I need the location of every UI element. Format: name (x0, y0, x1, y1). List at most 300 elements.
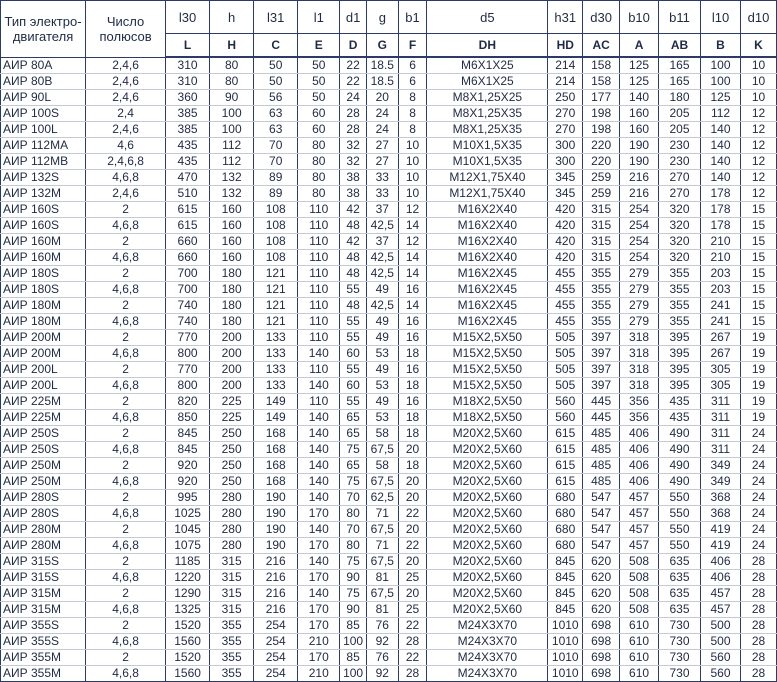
table-cell: M20X2,5X60 (427, 602, 548, 618)
table-cell: 406 (620, 458, 659, 474)
table-cell: 1520 (166, 618, 210, 634)
table-row (1, 122, 777, 138)
cell-pole-count: 2 (86, 618, 166, 634)
table-cell: 42,5 (366, 250, 398, 266)
table-cell: 170 (298, 650, 340, 666)
table-cell: 615 (548, 426, 583, 442)
table-cell: 168 (254, 442, 298, 458)
table-cell: 560 (548, 394, 583, 410)
table-cell: 210 (298, 666, 340, 682)
cell-motor-type: АИР 225М (1, 394, 86, 410)
table-cell: 125 (620, 57, 659, 74)
header-col-top: b11 (659, 1, 701, 34)
table-cell: 1045 (166, 522, 210, 538)
table-cell: 1010 (548, 618, 583, 634)
table-cell: 620 (583, 554, 620, 570)
table-cell: 108 (254, 218, 298, 234)
table-cell: 10 (398, 186, 427, 202)
table-row (1, 458, 777, 474)
table-cell: 1290 (166, 586, 210, 602)
table-cell: M18X2,5X50 (427, 394, 548, 410)
table-cell: 49 (366, 282, 398, 298)
table-row (1, 330, 777, 346)
table-cell: M16X2X40 (427, 202, 548, 218)
cell-motor-type: АИР 280S (1, 506, 86, 522)
table-cell: 360 (166, 90, 210, 106)
table-cell: 12 (741, 170, 777, 186)
table-cell: 311 (701, 410, 741, 426)
header-col-top: d1 (340, 1, 367, 34)
table-cell: M20X2,5X60 (427, 474, 548, 490)
table-cell: M8X1,25X35 (427, 106, 548, 122)
table-cell: 56 (254, 90, 298, 106)
table-cell: 81 (366, 570, 398, 586)
table-cell: 110 (298, 250, 340, 266)
table-cell: 22 (398, 538, 427, 554)
table-cell: M24X3X70 (427, 634, 548, 650)
table-row (1, 250, 777, 266)
header-col-top: h (210, 1, 254, 34)
table-cell: 12 (741, 138, 777, 154)
header-col-top: b1 (398, 1, 427, 34)
header-col-top: d30 (583, 1, 620, 34)
table-cell: 10 (741, 74, 777, 90)
table-cell: 355 (583, 282, 620, 298)
table-cell: 660 (166, 250, 210, 266)
cell-pole-count: 4,6,8 (86, 250, 166, 266)
cell-pole-count: 4,6,8 (86, 314, 166, 330)
table-cell: 615 (166, 202, 210, 218)
table-cell: 505 (548, 330, 583, 346)
table-cell: 110 (298, 330, 340, 346)
table-cell: 140 (298, 346, 340, 362)
table-cell: 48 (340, 298, 367, 314)
table-header (1, 1, 777, 58)
table-cell: 28 (398, 634, 427, 650)
table-cell: 110 (298, 202, 340, 218)
table-cell: 80 (340, 538, 367, 554)
header-col-top: l1 (298, 1, 340, 34)
table-cell: 315 (210, 570, 254, 586)
table-cell: 490 (659, 458, 701, 474)
table-cell: 110 (298, 394, 340, 410)
table-cell: 457 (620, 506, 659, 522)
table-cell: M16X2X45 (427, 266, 548, 282)
table-cell: 75 (340, 442, 367, 458)
table-row (1, 474, 777, 490)
table-cell: M15X2,5X50 (427, 378, 548, 394)
table-cell: 18.5 (366, 74, 398, 90)
table-cell: 250 (210, 426, 254, 442)
table-cell: 53 (366, 378, 398, 394)
table-cell: 80 (298, 170, 340, 186)
table-cell: 547 (583, 506, 620, 522)
table-cell: 160 (210, 250, 254, 266)
table-cell: 740 (166, 314, 210, 330)
header-col-bottom: F (398, 34, 427, 58)
table-cell: 280 (210, 538, 254, 554)
table-cell: 178 (701, 218, 741, 234)
table-cell: M20X2,5X60 (427, 538, 548, 554)
table-cell: 1010 (548, 634, 583, 650)
table-cell: 241 (701, 314, 741, 330)
table-cell: 28 (741, 602, 777, 618)
table-cell: M16X2X40 (427, 234, 548, 250)
table-cell: 216 (254, 570, 298, 586)
table-cell: 250 (210, 442, 254, 458)
cell-pole-count: 4,6,8 (86, 442, 166, 458)
table-cell: M8X1,25X35 (427, 122, 548, 138)
table-cell: 110 (298, 234, 340, 250)
table-cell: 355 (659, 266, 701, 282)
table-cell: 65 (340, 458, 367, 474)
table-cell: 254 (254, 618, 298, 634)
table-cell: 560 (548, 410, 583, 426)
table-cell: 63 (254, 106, 298, 122)
table-cell: 89 (254, 186, 298, 202)
table-cell: 315 (210, 602, 254, 618)
table-cell: 254 (620, 218, 659, 234)
table-cell: 845 (548, 586, 583, 602)
table-cell: 170 (298, 602, 340, 618)
table-cell: 355 (583, 266, 620, 282)
table-cell: 320 (659, 250, 701, 266)
table-cell: 140 (298, 522, 340, 538)
table-cell: 90 (340, 602, 367, 618)
table-cell: M20X2,5X60 (427, 490, 548, 506)
cell-motor-type: АИР 355S (1, 618, 86, 634)
cell-motor-type: АИР 90L (1, 90, 86, 106)
table-cell: 1010 (548, 666, 583, 682)
table-row (1, 186, 777, 202)
table-cell: 58 (366, 426, 398, 442)
table-cell: 698 (583, 634, 620, 650)
cell-pole-count: 2,4,6 (86, 186, 166, 202)
table-cell: 140 (701, 154, 741, 170)
table-cell: 280 (210, 522, 254, 538)
table-cell: 368 (701, 506, 741, 522)
table-cell: 230 (659, 154, 701, 170)
table-cell: 455 (548, 314, 583, 330)
table-cell: 349 (701, 474, 741, 490)
table-cell: 67,5 (366, 522, 398, 538)
table-cell: M20X2,5X60 (427, 458, 548, 474)
table-cell: 132 (210, 170, 254, 186)
table-cell: 560 (701, 666, 741, 682)
table-cell: 420 (548, 218, 583, 234)
table-cell: 550 (659, 538, 701, 554)
header-col-bottom: HD (548, 34, 583, 58)
table-cell: 12 (741, 122, 777, 138)
header-col-bottom: C (254, 34, 298, 58)
table-cell: 680 (548, 522, 583, 538)
table-cell: 820 (166, 394, 210, 410)
table-cell: 406 (620, 426, 659, 442)
table-cell: 730 (659, 634, 701, 650)
table-cell: 12 (398, 202, 427, 218)
table-cell: 67,5 (366, 442, 398, 458)
table-cell: 270 (659, 186, 701, 202)
table-cell: 190 (254, 506, 298, 522)
table-cell: 76 (366, 650, 398, 666)
table-cell: M10X1,5X35 (427, 138, 548, 154)
table-cell: 241 (701, 298, 741, 314)
table-cell: 318 (620, 378, 659, 394)
table-cell: 24 (741, 426, 777, 442)
cell-motor-type: АИР 160S (1, 202, 86, 218)
table-cell: 730 (659, 650, 701, 666)
table-cell: 550 (659, 490, 701, 506)
table-cell: M20X2,5X60 (427, 570, 548, 586)
table-cell: 345 (548, 186, 583, 202)
cell-pole-count: 4,6,8 (86, 346, 166, 362)
table-cell: 89 (254, 170, 298, 186)
table-cell: 216 (254, 554, 298, 570)
table-row (1, 666, 777, 682)
table-cell: 38 (340, 170, 367, 186)
table-cell: 24 (741, 490, 777, 506)
table-cell: 42,5 (366, 298, 398, 314)
table-row (1, 154, 777, 170)
table-cell: 170 (298, 618, 340, 634)
table-row (1, 282, 777, 298)
cell-motor-type: АИР 355М (1, 666, 86, 682)
table-cell: 42 (340, 202, 367, 218)
table-cell: 190 (620, 138, 659, 154)
table-cell: 311 (701, 394, 741, 410)
table-cell: 635 (659, 586, 701, 602)
cell-pole-count: 2 (86, 458, 166, 474)
table-cell: 845 (548, 570, 583, 586)
table-cell: 132 (210, 186, 254, 202)
table-cell: M8X1,25X25 (427, 90, 548, 106)
header-col-top: b10 (620, 1, 659, 34)
table-cell: 610 (620, 650, 659, 666)
table-cell: 100 (210, 122, 254, 138)
table-cell: 140 (298, 554, 340, 570)
table-cell: 800 (166, 378, 210, 394)
table-cell: 455 (548, 266, 583, 282)
cell-motor-type: АИР 200М (1, 330, 86, 346)
table-cell: 33 (366, 170, 398, 186)
table-cell: 140 (620, 90, 659, 106)
table-cell: 318 (620, 362, 659, 378)
table-cell: 75 (340, 554, 367, 570)
table-row (1, 218, 777, 234)
table-cell: M20X2,5X60 (427, 426, 548, 442)
table-cell: 315 (583, 202, 620, 218)
table-cell: 16 (398, 394, 427, 410)
table-cell: 180 (210, 314, 254, 330)
cell-motor-type: АИР 80А (1, 57, 86, 74)
table-cell: 15 (741, 234, 777, 250)
table-cell: 1010 (548, 650, 583, 666)
table-cell: 14 (398, 218, 427, 234)
table-cell: 140 (701, 138, 741, 154)
cell-motor-type: АИР 100S (1, 106, 86, 122)
cell-pole-count: 4,6,8 (86, 282, 166, 298)
table-cell: 610 (620, 666, 659, 682)
table-cell: 60 (340, 346, 367, 362)
table-cell: 397 (583, 330, 620, 346)
table-row (1, 650, 777, 666)
table-cell: 10 (398, 138, 427, 154)
table-cell: M20X2,5X60 (427, 586, 548, 602)
cell-motor-type: АИР 355S (1, 634, 86, 650)
table-cell: 214 (548, 74, 583, 90)
table-cell: M16X2X45 (427, 314, 548, 330)
table-cell: 620 (583, 586, 620, 602)
table-cell: 419 (701, 522, 741, 538)
table-cell: 160 (620, 122, 659, 138)
cell-pole-count: 2 (86, 394, 166, 410)
table-row (1, 266, 777, 282)
cell-pole-count: 4,6,8 (86, 602, 166, 618)
table-cell: 160 (210, 202, 254, 218)
header-col-bottom: A (620, 34, 659, 58)
table-cell: 18 (398, 378, 427, 394)
table-cell: 355 (210, 650, 254, 666)
table-cell: M20X2,5X60 (427, 554, 548, 570)
table-cell: 70 (340, 522, 367, 538)
table-cell: 149 (254, 394, 298, 410)
table-row (1, 57, 777, 74)
table-cell: 730 (659, 666, 701, 682)
table-cell: 8 (398, 106, 427, 122)
table-cell: 24 (366, 122, 398, 138)
header-col-top: l31 (254, 1, 298, 34)
table-cell: 615 (548, 442, 583, 458)
table-cell: 355 (583, 314, 620, 330)
table-cell: 280 (210, 506, 254, 522)
table-cell: 10 (741, 90, 777, 106)
table-cell: 14 (398, 298, 427, 314)
table-cell: 267 (701, 330, 741, 346)
table-cell: 108 (254, 202, 298, 218)
table-cell: 355 (210, 634, 254, 650)
table-cell: 485 (583, 474, 620, 490)
table-cell: 318 (620, 330, 659, 346)
table-cell: 16 (398, 330, 427, 346)
table-cell: M20X2,5X60 (427, 522, 548, 538)
table-cell: 70 (254, 138, 298, 154)
table-cell: 71 (366, 506, 398, 522)
table-cell: 10 (741, 57, 777, 74)
cell-motor-type: АИР 180М (1, 314, 86, 330)
table-row (1, 602, 777, 618)
table-cell: 90 (210, 90, 254, 106)
table-cell: 406 (620, 442, 659, 458)
table-cell: 18.5 (366, 57, 398, 74)
table-cell: 19 (741, 394, 777, 410)
table-cell: M20X2,5X60 (427, 442, 548, 458)
cell-motor-type: АИР 250S (1, 426, 86, 442)
header-col-top: l30 (166, 1, 210, 34)
table-cell: 80 (298, 138, 340, 154)
table-cell: 510 (166, 186, 210, 202)
table-cell: 368 (701, 490, 741, 506)
table-cell: 140 (298, 442, 340, 458)
table-cell: 27 (366, 154, 398, 170)
table-cell: 320 (659, 234, 701, 250)
table-cell: 315 (583, 218, 620, 234)
table-cell: 110 (298, 282, 340, 298)
table-cell: 112 (210, 154, 254, 170)
table-cell: 500 (701, 618, 741, 634)
table-cell: 845 (166, 442, 210, 458)
table-cell: 270 (548, 122, 583, 138)
table-cell: 500 (701, 634, 741, 650)
header-col-bottom: L (166, 34, 210, 58)
table-cell: 28 (741, 650, 777, 666)
header-col-bottom: D (340, 34, 367, 58)
table-cell: 547 (583, 538, 620, 554)
table-cell: 1560 (166, 666, 210, 682)
table-cell: 42,5 (366, 266, 398, 282)
table-cell: 435 (166, 154, 210, 170)
cell-motor-type: АИР 100L (1, 122, 86, 138)
table-cell: 280 (210, 490, 254, 506)
table-row (1, 442, 777, 458)
table-cell: 635 (659, 554, 701, 570)
table-cell: 24 (340, 90, 367, 106)
table-cell: M20X2,5X60 (427, 506, 548, 522)
table-cell: 121 (254, 314, 298, 330)
table-row (1, 138, 777, 154)
table-row (1, 554, 777, 570)
table-cell: 740 (166, 298, 210, 314)
cell-motor-type: АИР 200М (1, 346, 86, 362)
table-cell: M15X2,5X50 (427, 330, 548, 346)
table-cell: 270 (548, 106, 583, 122)
table-cell: 50 (298, 74, 340, 90)
table-cell: 27 (366, 138, 398, 154)
table-cell: 610 (620, 618, 659, 634)
cell-motor-type: АИР 132М (1, 186, 86, 202)
table-cell: 250 (210, 474, 254, 490)
table-cell: 140 (298, 490, 340, 506)
table-row (1, 394, 777, 410)
table-cell: 108 (254, 250, 298, 266)
table-cell: 635 (659, 570, 701, 586)
table-cell: 490 (659, 442, 701, 458)
table-cell: 216 (620, 186, 659, 202)
header-col-top: g (366, 1, 398, 34)
cell-motor-type: АИР 315S (1, 554, 86, 570)
cell-motor-type: АИР 160М (1, 234, 86, 250)
table-cell: 24 (741, 442, 777, 458)
cell-motor-type: АИР 280М (1, 538, 86, 554)
table-cell: 457 (701, 602, 741, 618)
table-cell: 92 (366, 634, 398, 650)
table-row (1, 410, 777, 426)
table-cell: 615 (166, 218, 210, 234)
table-cell: 20 (398, 522, 427, 538)
cell-pole-count: 2 (86, 362, 166, 378)
header-col-bottom: H (210, 34, 254, 58)
table-cell: 140 (701, 122, 741, 138)
table-row (1, 586, 777, 602)
header-col-top: d5 (427, 1, 548, 34)
table-cell: 15 (741, 250, 777, 266)
table-cell: 18 (398, 458, 427, 474)
table-row (1, 234, 777, 250)
cell-motor-type: АИР 250М (1, 458, 86, 474)
header-pole-count: Число полюсов (86, 1, 166, 58)
table-cell: 32 (340, 154, 367, 170)
header-col-bottom: DH (427, 34, 548, 58)
table-row (1, 618, 777, 634)
